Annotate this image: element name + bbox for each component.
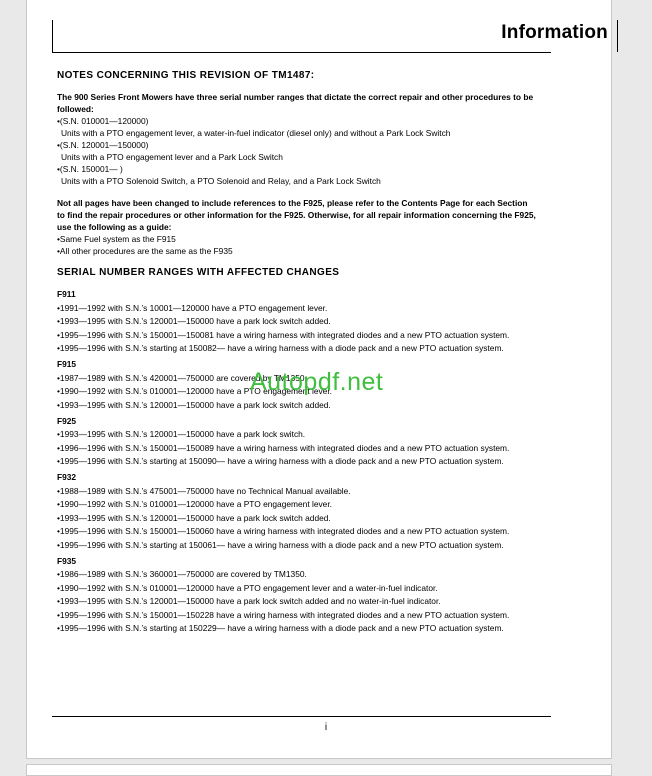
model-item: •1991—1992 with S.N.’s 10001—120000 have a PTO engagement lever. xyxy=(57,302,328,313)
guide-item: •All other procedures are the same as the F935 xyxy=(57,246,233,256)
model-item: •1995—1996 with S.N.’s 150001—150081 have a wiring harness with integrated diodes and a new PTO actuation system. xyxy=(57,329,510,340)
footer-rule xyxy=(52,716,551,717)
header-frame-left xyxy=(52,20,53,52)
model-item: •1995—1996 with S.N.’s 150001—150060 have a wiring harness with integrated diodes and a new PTO actuation system. xyxy=(57,526,510,536)
range-label: •(S.N. 010001—120000) xyxy=(57,116,149,126)
model-item: •1993—1995 with S.N.’s 120001—150000 have a park lock switch added. xyxy=(57,512,331,523)
model-name: F932 xyxy=(57,472,77,482)
model-name: F935 xyxy=(57,555,77,566)
model-item: •1987—1989 with S.N.’s 420001—750000 are covered by TM1350. xyxy=(57,372,307,383)
model-item: •1990—1992 with S.N.’s 010001—120000 have a PTO engagement lever and a water-in-fuel indicator. xyxy=(57,582,438,593)
range-label: •(S.N. 120001—150000) xyxy=(57,140,149,150)
model-section-f925 xyxy=(57,415,537,468)
model-name: F915 xyxy=(57,359,77,369)
serial-heading: SERIAL NUMBER RANGES WITH AFFECTED CHANGES xyxy=(57,267,340,278)
model-item: •1993—1995 with S.N.’s 120001—150000 have a park lock switch. xyxy=(57,429,306,439)
model-section-f932 xyxy=(57,471,537,551)
range-description: Units with a PTO Solenoid Switch, a PTO Solenoid and Relay, and a Park Lock Switch xyxy=(61,176,381,186)
model-item: •1990—1992 with S.N.’s 010001—120000 have a PTO engagement lever. xyxy=(57,386,332,396)
model-name: F911 xyxy=(57,289,76,299)
watermark: Autopdf.net xyxy=(250,368,384,396)
page-number: i xyxy=(324,722,328,733)
model-item: •1995—1996 with S.N.’s starting at 150090— have a wiring harness with a diode pack and a new PTO actuation system. xyxy=(57,456,504,466)
next-page-edge xyxy=(26,764,612,776)
model-item: •1993—1995 with S.N.’s 120001—150000 have a park lock switch added and no water-in-fuel indicator. xyxy=(57,596,441,606)
model-item: •1996—1996 with S.N.’s 150001—150089 have a wiring harness with integrated diodes and a new PTO actuation system. xyxy=(57,442,510,453)
range-description: Units with a PTO engagement lever, a water-in-fuel indicator (diesel only) and without a Park Lock Switch xyxy=(61,128,451,138)
range-label: •(S.N. 150001— ) xyxy=(57,164,123,174)
model-section-f935 xyxy=(57,555,537,635)
model-item: •1986—1989 with S.N.’s 360001—750000 are covered by TM1350. xyxy=(57,569,307,579)
page-content xyxy=(57,68,537,634)
model-item: •1995—1996 with S.N.’s 150001—150228 have a wiring harness with integrated diodes and a new PTO actuation system. xyxy=(57,609,510,620)
header-frame-right xyxy=(617,20,618,52)
model-name: F925 xyxy=(57,415,77,426)
model-item: •1995—1996 with S.N.’s starting at 150082— have a wiring harness with a diode pack and a new PTO actuation system. xyxy=(57,343,504,353)
notes-heading: NOTES CONCERNING THIS REVISION OF TM1487: xyxy=(57,70,315,81)
header-rule xyxy=(52,52,551,53)
model-item: •1993—1995 with S.N.’s 120001—150000 have a park lock switch added. xyxy=(57,399,331,410)
model-item: •1995—1996 with S.N.’s starting at 150061— have a wiring harness with a diode pack and a new PTO actuation system. xyxy=(57,539,504,550)
range-description: Units with a PTO engagement lever and a Park Lock Switch xyxy=(61,152,283,162)
notes-intro: The 900 Series Front Mowers have three serial number ranges that dictate the correct repair and other procedures to be followed: xyxy=(57,92,534,114)
model-item: •1995—1996 with S.N.’s starting at 150229— have a wiring harness with a diode pack and a new PTO actuation system. xyxy=(57,623,504,633)
model-item: •1990—1992 with S.N.’s 010001—120000 have a PTO engagement lever. xyxy=(57,499,332,509)
f925-notice: Not all pages have been changed to include references to the F925, please refer to the Contents Page for each Section to find the repair procedures or other information for the F925. Otherwise, for all repair information concerning the F925, use the following as a guide: xyxy=(57,198,536,232)
page-title: Information xyxy=(501,22,608,43)
serial-range-list xyxy=(57,115,537,187)
model-item: •1988—1989 with S.N.’s 475001—750000 have no Technical Manual available. xyxy=(57,485,351,496)
model-section-f911 xyxy=(57,288,537,354)
model-item: •1993—1995 with S.N.’s 120001—150000 have a park lock switch added. xyxy=(57,316,331,326)
guide-item: •Same Fuel system as the F915 xyxy=(57,234,176,244)
